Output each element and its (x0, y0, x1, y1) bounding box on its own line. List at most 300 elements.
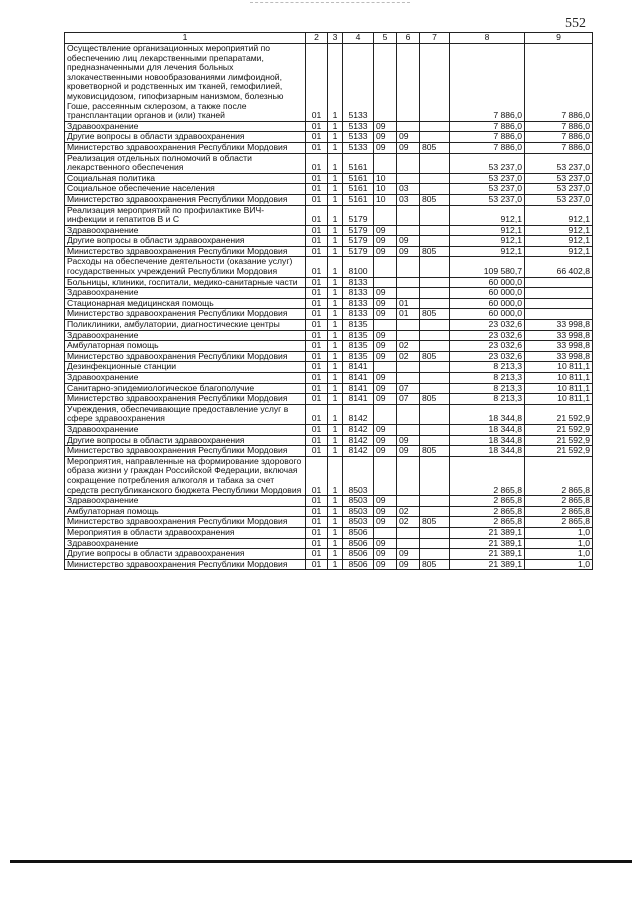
cell-col-3: 1 (328, 383, 343, 394)
table-row (65, 309, 593, 320)
cell-col-3: 1 (328, 309, 343, 320)
cell-col-7: 805 (420, 517, 450, 528)
cell-col-4: 5179 (343, 236, 374, 247)
cell-col-6: 01 (397, 298, 420, 309)
cell-col-2: 01 (306, 257, 328, 277)
table-row (65, 153, 593, 173)
cell-col-2: 01 (306, 184, 328, 195)
table-row (65, 517, 593, 528)
cell-col-2: 01 (306, 446, 328, 457)
cell-col-5: 10 (374, 173, 397, 184)
cell-col-4: 5161 (343, 173, 374, 184)
cell-col-9: 21 592,9 (525, 446, 593, 457)
cell-name: Мероприятия, направленные на формирование здорового образа жизни у граждан Российской Федерации, включая сокращение потребления алкоголя и табака за счет средств республиканского бюджета Республики Мордовия (65, 456, 306, 495)
cell-col-9: 10 811,1 (525, 373, 593, 384)
cell-col-8: 7 886,0 (450, 121, 525, 132)
cell-col-3: 1 (328, 288, 343, 299)
cell-col-2: 01 (306, 373, 328, 384)
cell-col-4: 8141 (343, 373, 374, 384)
cell-col-9: 7 886,0 (525, 121, 593, 132)
cell-col-7 (420, 496, 450, 507)
cell-col-4: 8133 (343, 277, 374, 288)
table-row (65, 538, 593, 549)
cell-col-8: 18 344,8 (450, 446, 525, 457)
header-col-4: 4 (343, 33, 374, 44)
cell-col-8: 23 032,6 (450, 341, 525, 352)
cell-name: Министерство здравоохранения Республики Мордовия (65, 246, 306, 257)
cell-col-7: 805 (420, 351, 450, 362)
cell-col-5: 10 (374, 184, 397, 195)
cell-col-7 (420, 257, 450, 277)
table-body (65, 44, 593, 570)
cell-col-5: 09 (374, 330, 397, 341)
cell-col-2: 01 (306, 132, 328, 143)
cell-col-9: 33 998,8 (525, 320, 593, 331)
cell-col-6 (397, 373, 420, 384)
cell-col-2: 01 (306, 362, 328, 373)
cell-name: Министерство здравоохранения Республики Мордовия (65, 394, 306, 405)
cell-col-4: 8503 (343, 456, 374, 495)
table-row (65, 246, 593, 257)
cell-col-8: 23 032,6 (450, 351, 525, 362)
cell-col-7 (420, 277, 450, 288)
cell-col-7 (420, 236, 450, 247)
cell-col-9: 2 865,8 (525, 506, 593, 517)
cell-col-9: 53 237,0 (525, 184, 593, 195)
cell-col-9: 1,0 (525, 538, 593, 549)
cell-col-6: 09 (397, 236, 420, 247)
cell-col-2: 01 (306, 173, 328, 184)
cell-col-3: 1 (328, 549, 343, 560)
cell-name: Здравоохранение (65, 121, 306, 132)
cell-name: Поликлиники, амбулатории, диагностические центры (65, 320, 306, 331)
cell-col-9: 10 811,1 (525, 362, 593, 373)
cell-name: Здравоохранение (65, 225, 306, 236)
cell-col-9: 1,0 (525, 527, 593, 538)
cell-col-3: 1 (328, 341, 343, 352)
cell-name: Здравоохранение (65, 288, 306, 299)
header-col-1: 1 (65, 33, 306, 44)
cell-col-6 (397, 121, 420, 132)
cell-col-8: 18 344,8 (450, 424, 525, 435)
cell-col-6: 09 (397, 246, 420, 257)
cell-name: Здравоохранение (65, 538, 306, 549)
cell-col-4: 8506 (343, 549, 374, 560)
cell-col-5: 09 (374, 246, 397, 257)
cell-col-2: 01 (306, 538, 328, 549)
cell-name: Министерство здравоохранения Республики Мордовия (65, 142, 306, 153)
cell-col-4: 8503 (343, 517, 374, 528)
table-row (65, 330, 593, 341)
cell-col-3: 1 (328, 496, 343, 507)
cell-col-8: 60 000,0 (450, 298, 525, 309)
cell-col-4: 5133 (343, 121, 374, 132)
cell-col-8: 60 000,0 (450, 277, 525, 288)
cell-col-9 (525, 298, 593, 309)
cell-col-2: 01 (306, 435, 328, 446)
cell-col-8: 7 886,0 (450, 142, 525, 153)
cell-col-8: 7 886,0 (450, 44, 525, 122)
cell-col-5: 09 (374, 559, 397, 570)
cell-name: Больницы, клиники, госпитали, медико-санитарные части (65, 277, 306, 288)
cell-col-7: 805 (420, 309, 450, 320)
table-row (65, 205, 593, 225)
table-row (65, 394, 593, 405)
cell-col-9: 912,1 (525, 205, 593, 225)
cell-col-3: 1 (328, 330, 343, 341)
cell-col-7 (420, 173, 450, 184)
table-row (65, 288, 593, 299)
cell-col-8: 53 237,0 (450, 194, 525, 205)
table-row (65, 424, 593, 435)
header-col-5: 5 (374, 33, 397, 44)
table-row (65, 44, 593, 122)
cell-col-6: 03 (397, 184, 420, 195)
table-row (65, 225, 593, 236)
cell-col-8: 2 865,8 (450, 496, 525, 507)
cell-col-9: 53 237,0 (525, 173, 593, 184)
cell-col-5: 09 (374, 517, 397, 528)
cell-col-9: 10 811,1 (525, 383, 593, 394)
cell-col-9: 7 886,0 (525, 44, 593, 122)
cell-col-9: 1,0 (525, 559, 593, 570)
cell-col-6: 02 (397, 506, 420, 517)
header-col-8: 8 (450, 33, 525, 44)
cell-col-9: 33 998,8 (525, 330, 593, 341)
cell-col-5: 09 (374, 496, 397, 507)
cell-col-4: 5133 (343, 44, 374, 122)
table-row (65, 132, 593, 143)
cell-col-2: 01 (306, 153, 328, 173)
cell-col-9 (525, 288, 593, 299)
cell-col-3: 1 (328, 153, 343, 173)
cell-col-3: 1 (328, 404, 343, 424)
cell-name: Другие вопросы в области здравоохранения (65, 236, 306, 247)
cell-col-7 (420, 288, 450, 299)
cell-col-3: 1 (328, 456, 343, 495)
cell-col-3: 1 (328, 320, 343, 331)
cell-name: Другие вопросы в области здравоохранения (65, 549, 306, 560)
cell-col-7 (420, 184, 450, 195)
table-row (65, 527, 593, 538)
cell-name: Социальное обеспечение населения (65, 184, 306, 195)
table-row (65, 435, 593, 446)
cell-col-5 (374, 320, 397, 331)
cell-col-3: 1 (328, 559, 343, 570)
cell-col-5 (374, 277, 397, 288)
header-col-7: 7 (420, 33, 450, 44)
cell-col-3: 1 (328, 373, 343, 384)
header-col-2: 2 (306, 33, 328, 44)
cell-col-6: 07 (397, 394, 420, 405)
cell-name: Другие вопросы в области здравоохранения (65, 435, 306, 446)
cell-col-2: 01 (306, 44, 328, 122)
cell-name: Расходы на обеспечение деятельности (оказание услуг) государственных учреждений Республики Мордовия (65, 257, 306, 277)
cell-col-5 (374, 44, 397, 122)
cell-name: Осуществление организационных мероприятий по обеспечению лиц лекарственными препаратами, предназначенными для лечения больных злокачественными новообразованиями лимфоидной, кроветворной и родственных им тканей, гемофилией, муковисцидозом, гипофизарным нанизмом, болезнью Гоше, рассеянным склерозом, а также после трансплантации органов и (или) тканей (65, 44, 306, 122)
cell-col-9: 21 592,9 (525, 404, 593, 424)
cell-col-4: 8133 (343, 288, 374, 299)
cell-col-2: 01 (306, 496, 328, 507)
table-row (65, 506, 593, 517)
cell-col-7: 805 (420, 394, 450, 405)
cell-col-4: 8133 (343, 309, 374, 320)
cell-col-4: 8506 (343, 527, 374, 538)
cell-col-8: 21 389,1 (450, 549, 525, 560)
cell-col-6: 09 (397, 142, 420, 153)
cell-name: Стационарная медицинская помощь (65, 298, 306, 309)
cell-col-5 (374, 456, 397, 495)
cell-col-7 (420, 373, 450, 384)
header-col-3: 3 (328, 33, 343, 44)
cell-col-2: 01 (306, 246, 328, 257)
cell-col-9: 21 592,9 (525, 424, 593, 435)
cell-col-6 (397, 527, 420, 538)
cell-col-8: 8 213,3 (450, 394, 525, 405)
cell-col-2: 01 (306, 205, 328, 225)
cell-col-6 (397, 320, 420, 331)
table-row (65, 559, 593, 570)
cell-col-2: 01 (306, 320, 328, 331)
cell-col-3: 1 (328, 424, 343, 435)
cell-col-7 (420, 404, 450, 424)
cell-col-6: 09 (397, 435, 420, 446)
header-row (65, 33, 593, 44)
cell-col-8: 23 032,6 (450, 330, 525, 341)
cell-col-2: 01 (306, 330, 328, 341)
cell-col-2: 01 (306, 142, 328, 153)
cell-name: Социальная политика (65, 173, 306, 184)
cell-col-6: 02 (397, 351, 420, 362)
cell-col-6 (397, 277, 420, 288)
cell-col-6 (397, 404, 420, 424)
cell-col-4: 5179 (343, 225, 374, 236)
cell-name: Министерство здравоохранения Республики Мордовия (65, 194, 306, 205)
cell-name: Другие вопросы в области здравоохранения (65, 132, 306, 143)
cell-name: Дезинфекционные станции (65, 362, 306, 373)
cell-col-3: 1 (328, 173, 343, 184)
cell-col-2: 01 (306, 506, 328, 517)
cell-col-4: 8503 (343, 506, 374, 517)
cell-col-4: 5161 (343, 194, 374, 205)
cell-col-7 (420, 330, 450, 341)
cell-col-3: 1 (328, 257, 343, 277)
cell-name: Министерство здравоохранения Республики Мордовия (65, 309, 306, 320)
cell-name: Учреждения, обеспечивающие предоставление услуг в сфере здравоохранения (65, 404, 306, 424)
cell-col-9: 53 237,0 (525, 194, 593, 205)
cell-col-9: 10 811,1 (525, 394, 593, 405)
cell-col-2: 01 (306, 194, 328, 205)
cell-col-3: 1 (328, 517, 343, 528)
cell-col-5: 09 (374, 288, 397, 299)
cell-col-5: 09 (374, 121, 397, 132)
cell-col-5: 09 (374, 236, 397, 247)
cell-col-2: 01 (306, 383, 328, 394)
cell-col-4: 5161 (343, 153, 374, 173)
cell-col-4: 8503 (343, 496, 374, 507)
cell-col-9: 7 886,0 (525, 132, 593, 143)
cell-col-6: 09 (397, 559, 420, 570)
cell-col-6: 02 (397, 341, 420, 352)
cell-col-3: 1 (328, 194, 343, 205)
table-row (65, 194, 593, 205)
cell-col-6 (397, 225, 420, 236)
header-col-9: 9 (525, 33, 593, 44)
cell-col-3: 1 (328, 121, 343, 132)
cell-col-5: 09 (374, 506, 397, 517)
cell-col-8: 912,1 (450, 225, 525, 236)
cell-col-3: 1 (328, 225, 343, 236)
cell-col-6 (397, 173, 420, 184)
cell-col-8: 18 344,8 (450, 435, 525, 446)
cell-col-9 (525, 277, 593, 288)
cell-name: Министерство здравоохранения Республики Мордовия (65, 446, 306, 457)
cell-col-8: 7 886,0 (450, 132, 525, 143)
cell-col-7 (420, 341, 450, 352)
cell-col-9: 2 865,8 (525, 496, 593, 507)
cell-col-9: 912,1 (525, 225, 593, 236)
cell-col-3: 1 (328, 184, 343, 195)
cell-col-7: 805 (420, 194, 450, 205)
cell-col-5: 09 (374, 298, 397, 309)
cell-col-2: 01 (306, 456, 328, 495)
cell-col-4: 8506 (343, 538, 374, 549)
cell-col-5: 09 (374, 538, 397, 549)
cell-col-7 (420, 424, 450, 435)
cell-col-8: 8 213,3 (450, 362, 525, 373)
cell-col-6 (397, 205, 420, 225)
cell-col-7 (420, 225, 450, 236)
cell-col-5: 10 (374, 194, 397, 205)
cell-col-6 (397, 456, 420, 495)
table-row (65, 320, 593, 331)
cell-col-6: 01 (397, 309, 420, 320)
cell-name: Здравоохранение (65, 330, 306, 341)
cell-col-2: 01 (306, 236, 328, 247)
cell-col-2: 01 (306, 351, 328, 362)
cell-col-5 (374, 153, 397, 173)
cell-col-3: 1 (328, 132, 343, 143)
cell-col-2: 01 (306, 121, 328, 132)
cell-col-7: 805 (420, 246, 450, 257)
page-number: 552 (565, 16, 586, 31)
cell-col-7 (420, 320, 450, 331)
cell-col-9: 33 998,8 (525, 351, 593, 362)
cell-col-2: 01 (306, 404, 328, 424)
cell-col-2: 01 (306, 394, 328, 405)
cell-col-8: 60 000,0 (450, 288, 525, 299)
cell-col-8: 912,1 (450, 246, 525, 257)
cell-col-5 (374, 257, 397, 277)
cell-col-2: 01 (306, 424, 328, 435)
cell-col-4: 8133 (343, 298, 374, 309)
cell-col-4: 5133 (343, 132, 374, 143)
cell-col-4: 5133 (343, 142, 374, 153)
top-scan-rule (250, 2, 410, 3)
cell-col-7 (420, 549, 450, 560)
header-col-6: 6 (397, 33, 420, 44)
cell-col-8: 53 237,0 (450, 184, 525, 195)
cell-col-2: 01 (306, 288, 328, 299)
cell-col-6: 02 (397, 517, 420, 528)
cell-col-7 (420, 153, 450, 173)
bottom-rule (10, 860, 632, 863)
cell-col-5: 09 (374, 383, 397, 394)
cell-col-3: 1 (328, 205, 343, 225)
cell-col-8: 912,1 (450, 236, 525, 247)
table-row (65, 142, 593, 153)
cell-col-2: 01 (306, 527, 328, 538)
table-row (65, 373, 593, 384)
cell-col-3: 1 (328, 506, 343, 517)
cell-col-4: 8141 (343, 383, 374, 394)
cell-col-3: 1 (328, 351, 343, 362)
cell-col-9: 2 865,8 (525, 517, 593, 528)
cell-col-9: 2 865,8 (525, 456, 593, 495)
cell-col-9: 7 886,0 (525, 142, 593, 153)
cell-col-6 (397, 257, 420, 277)
table-row (65, 173, 593, 184)
cell-col-6 (397, 496, 420, 507)
cell-col-9: 33 998,8 (525, 341, 593, 352)
cell-col-5: 09 (374, 373, 397, 384)
cell-col-2: 01 (306, 517, 328, 528)
cell-col-6 (397, 424, 420, 435)
cell-col-2: 01 (306, 298, 328, 309)
cell-name: Министерство здравоохранения Республики Мордовия (65, 559, 306, 570)
cell-col-6 (397, 330, 420, 341)
cell-col-8: 21 389,1 (450, 559, 525, 570)
table-row (65, 257, 593, 277)
cell-col-9: 1,0 (525, 549, 593, 560)
cell-col-4: 8142 (343, 404, 374, 424)
cell-col-4: 8141 (343, 362, 374, 373)
cell-name: Санитарно-эпидемиологическое благополучие (65, 383, 306, 394)
cell-col-8: 23 032,6 (450, 320, 525, 331)
cell-col-8: 2 865,8 (450, 517, 525, 528)
cell-name: Амбулаторная помощь (65, 506, 306, 517)
cell-col-7 (420, 44, 450, 122)
cell-name: Амбулаторная помощь (65, 341, 306, 352)
cell-col-5: 09 (374, 132, 397, 143)
cell-col-5: 09 (374, 435, 397, 446)
cell-col-9 (525, 309, 593, 320)
cell-col-8: 912,1 (450, 205, 525, 225)
cell-col-4: 5179 (343, 246, 374, 257)
cell-col-7 (420, 538, 450, 549)
cell-col-2: 01 (306, 309, 328, 320)
cell-col-5: 09 (374, 446, 397, 457)
cell-col-9: 21 592,9 (525, 435, 593, 446)
table-row (65, 351, 593, 362)
cell-col-7 (420, 121, 450, 132)
cell-col-2: 01 (306, 559, 328, 570)
cell-col-6: 09 (397, 132, 420, 143)
cell-col-7: 805 (420, 559, 450, 570)
cell-col-2: 01 (306, 277, 328, 288)
cell-col-4: 8135 (343, 341, 374, 352)
cell-col-3: 1 (328, 446, 343, 457)
cell-col-5: 09 (374, 142, 397, 153)
cell-col-5 (374, 205, 397, 225)
cell-col-5: 09 (374, 424, 397, 435)
cell-col-7 (420, 383, 450, 394)
cell-col-4: 8135 (343, 330, 374, 341)
cell-col-5 (374, 362, 397, 373)
cell-col-2: 01 (306, 549, 328, 560)
cell-col-7: 805 (420, 446, 450, 457)
cell-col-7 (420, 527, 450, 538)
